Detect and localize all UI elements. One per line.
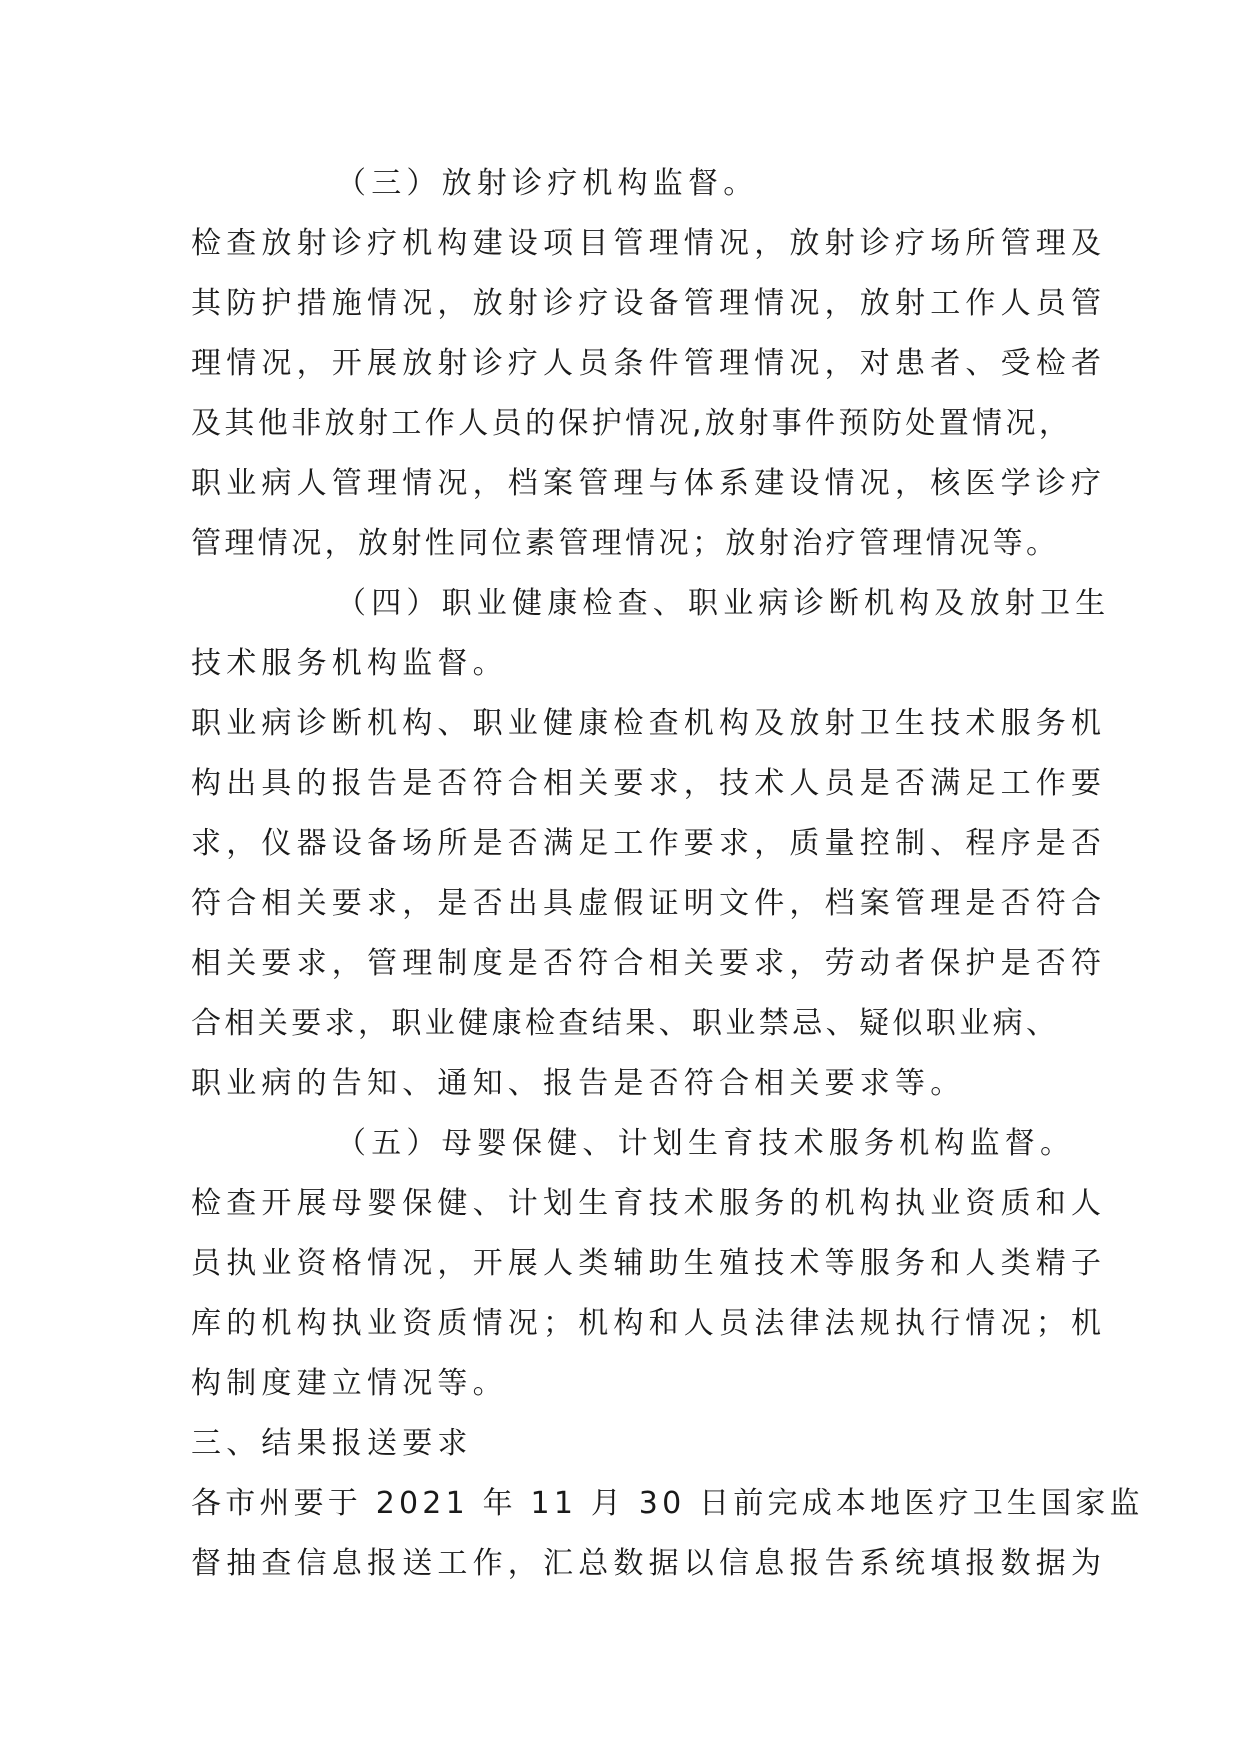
body-line: 符合相关要求，是否出具虚假证明文件，档案管理是否符合 — [191, 886, 1107, 921]
section-heading-4: （四）职业健康检查、职业病诊断机构及放射卫生 — [336, 586, 1111, 621]
body-line: 各市州要于 2021 年 11 月 30 日前完成本地医疗卫生国家监 — [191, 1486, 1144, 1521]
body-line: 职业病人管理情况，档案管理与体系建设情况，核医学诊疗 — [191, 466, 1107, 501]
section-heading-4-continued: 技术服务机构监督。 — [191, 646, 508, 681]
body-line: 合相关要求，职业健康检查结果、职业禁忌、疑似职业病、 — [191, 1006, 1060, 1041]
body-line: 检查开展母婴保健、计划生育技术服务的机构执业资质和人 — [191, 1186, 1107, 1221]
body-line: 理情况，开展放射诊疗人员条件管理情况，对患者、受检者 — [191, 346, 1107, 381]
section-heading-3: （三）放射诊疗机构监督。 — [336, 166, 759, 201]
body-line: 检查放射诊疗机构建设项目管理情况，放射诊疗场所管理及 — [191, 226, 1107, 261]
section-heading-5: （五）母婴保健、计划生育技术服务机构监督。 — [336, 1126, 1076, 1161]
body-line: 督抽查信息报送工作，汇总数据以信息报告系统填报数据为 — [191, 1546, 1107, 1581]
body-line: 构出具的报告是否符合相关要求，技术人员是否满足工作要 — [191, 766, 1107, 801]
body-line: 员执业资格情况，开展人类辅助生殖技术等服务和人类精子 — [191, 1246, 1107, 1281]
body-line: 其防护措施情况，放射诊疗设备管理情况，放射工作人员管 — [191, 286, 1107, 321]
body-line: 库的机构执业资质情况；机构和人员法律法规执行情况；机 — [191, 1306, 1107, 1341]
body-line: 构制度建立情况等。 — [191, 1366, 508, 1401]
body-line: 职业病的告知、通知、报告是否符合相关要求等。 — [191, 1066, 966, 1101]
section-heading-results: 三、结果报送要求 — [191, 1426, 473, 1461]
body-line: 管理情况，放射性同位素管理情况；放射治疗管理情况等。 — [191, 526, 1060, 561]
body-line: 求，仪器设备场所是否满足工作要求，质量控制、程序是否 — [191, 826, 1107, 861]
body-line: 及其他非放射工作人员的保护情况,放射事件预防处置情况， — [191, 406, 1073, 441]
body-line: 相关要求，管理制度是否符合相关要求，劳动者保护是否符 — [191, 946, 1107, 981]
body-line: 职业病诊断机构、职业健康检查机构及放射卫生技术服务机 — [191, 706, 1107, 741]
